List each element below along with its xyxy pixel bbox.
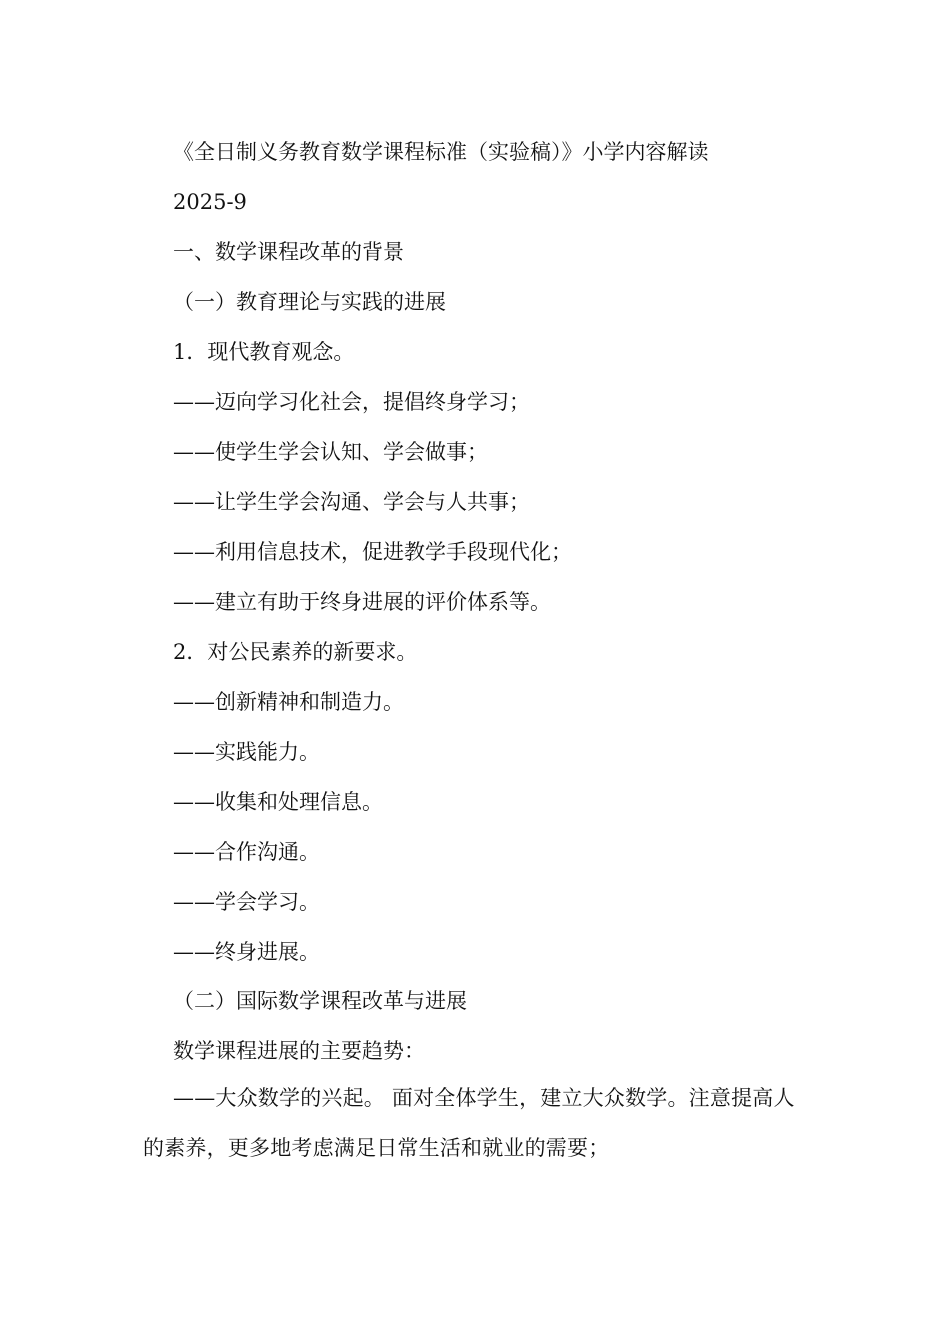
numbered-item: 1．现代教育观念。 [173, 340, 355, 364]
bullet-line: ——迈向学习化社会，提倡终身学习； [173, 390, 530, 414]
bullet-line: ——利用信息技术，促进教学手段现代化； [173, 540, 572, 564]
bullet-line: ——让学生学会沟通、学会与人共事； [173, 490, 530, 514]
subsection-heading: （二）国际数学课程改革与进展 [173, 989, 467, 1013]
section-heading: 一、数学课程改革的背景 [173, 240, 404, 264]
bullet-line: ——创新精神和制造力。 [173, 690, 404, 714]
trend-paragraph: ——大众数学的兴起。 面对全体学生，建立大众数学。注意提高人的素养，更多地考虑满足日常生活和就业的需要； [143, 1086, 795, 1160]
bullet-line: ——学会学习。 [173, 890, 320, 914]
trends-heading: 数学课程进展的主要趋势： [173, 1039, 425, 1063]
subsection-heading: （一）教育理论与实践的进展 [173, 290, 446, 314]
bullet-line: ——合作沟通。 [173, 840, 320, 864]
document-date: 2025-9 [173, 190, 247, 214]
bullet-line: ——建立有助于终身进展的评价体系等。 [173, 590, 551, 614]
document-title: 《全日制义务教育数学课程标准（实验稿）》小学内容解读 [173, 140, 709, 164]
bullet-line: ——收集和处理信息。 [173, 790, 383, 814]
numbered-item: 2．对公民素养的新要求。 [173, 640, 418, 664]
bullet-line: ——终身进展。 [173, 940, 320, 964]
bullet-line: ——使学生学会认知、学会做事； [173, 440, 488, 464]
bullet-line: ——实践能力。 [173, 740, 320, 764]
